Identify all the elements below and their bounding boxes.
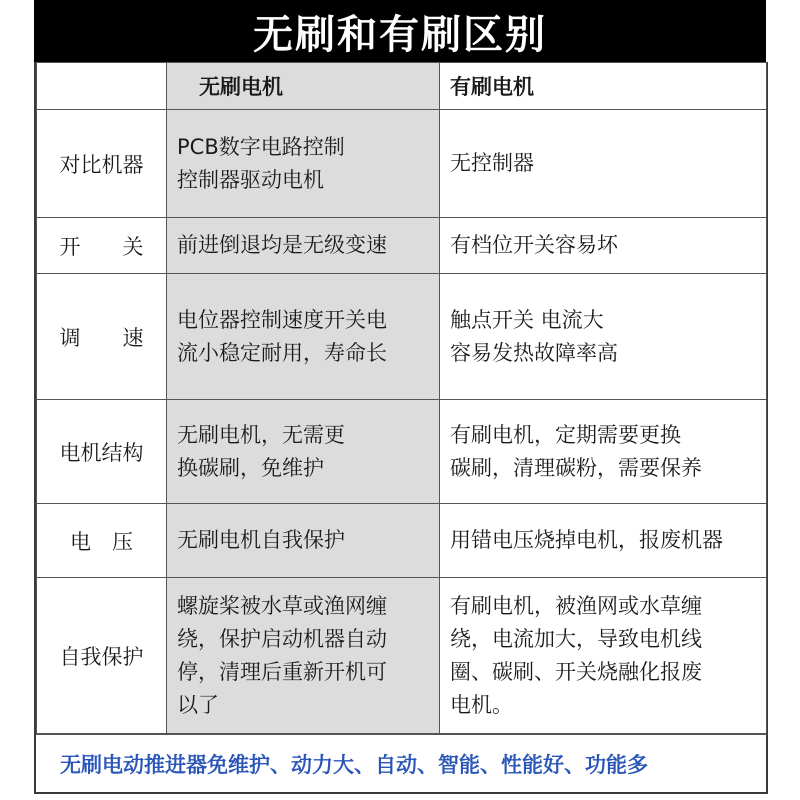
- title-bar: [34, 0, 766, 62]
- table-row: [37, 578, 767, 735]
- footer-banner: [36, 733, 766, 793]
- brushless-cell: PCB数字电路控制 控制器驱动电机: [167, 110, 440, 218]
- brushless-cell: 无刷电机自我保护: [167, 504, 440, 578]
- header-cell-blank: [37, 63, 167, 110]
- brushed-cell: 有刷电机，定期需要更换 碳刷，清理碳粉，需要保养: [440, 400, 767, 504]
- table-row: [37, 274, 767, 400]
- brushless-cell: 电位器控制速度开关电 流小稳定耐用，寿命长: [167, 274, 440, 400]
- header-cell-brushed: 有刷电机: [440, 63, 767, 110]
- page-title: 无刷和有刷区别: [253, 11, 547, 58]
- brushed-cell: 有档位开关容易坏: [440, 218, 767, 274]
- brushed-cell: 用错电压烧掉电机，报废机器: [440, 504, 767, 578]
- row-label: 自我保护: [37, 578, 167, 735]
- footer-slogan: 无刷电动推进器免维护、动力大、自动、智能、性能好、功能多: [60, 752, 648, 777]
- brushed-cell: 无控制器: [440, 110, 767, 218]
- table-row: [37, 218, 767, 274]
- brushed-cell: 触点开关 电流大 容易发热故障率高: [440, 274, 767, 400]
- row-label: 调 速: [37, 274, 167, 400]
- table-row: [37, 110, 767, 218]
- brushless-cell: 无刷电机，无需更 换碳刷，免维护: [167, 400, 440, 504]
- table-header-row: [37, 63, 767, 110]
- brushed-cell: 有刷电机，被渔网或水草缠 绕，电流加大，导致电机线 圈、碳刷、开关烧融化报废 电机。: [440, 578, 767, 735]
- header-cell-brushless: 无刷电机: [167, 63, 440, 110]
- brushless-cell: 前进倒退均是无级变速: [167, 218, 440, 274]
- row-label: 电 压: [37, 504, 167, 578]
- comparison-table: [36, 62, 767, 735]
- row-label: 对比机器: [37, 110, 167, 218]
- brushless-cell: 螺旋桨被水草或渔网缠 绕，保护启动机器自动 停，清理后重新开机可 以了: [167, 578, 440, 735]
- table-row: [37, 400, 767, 504]
- table-row: [37, 504, 767, 578]
- row-label: 电机结构: [37, 400, 167, 504]
- row-label: 开 关: [37, 218, 167, 274]
